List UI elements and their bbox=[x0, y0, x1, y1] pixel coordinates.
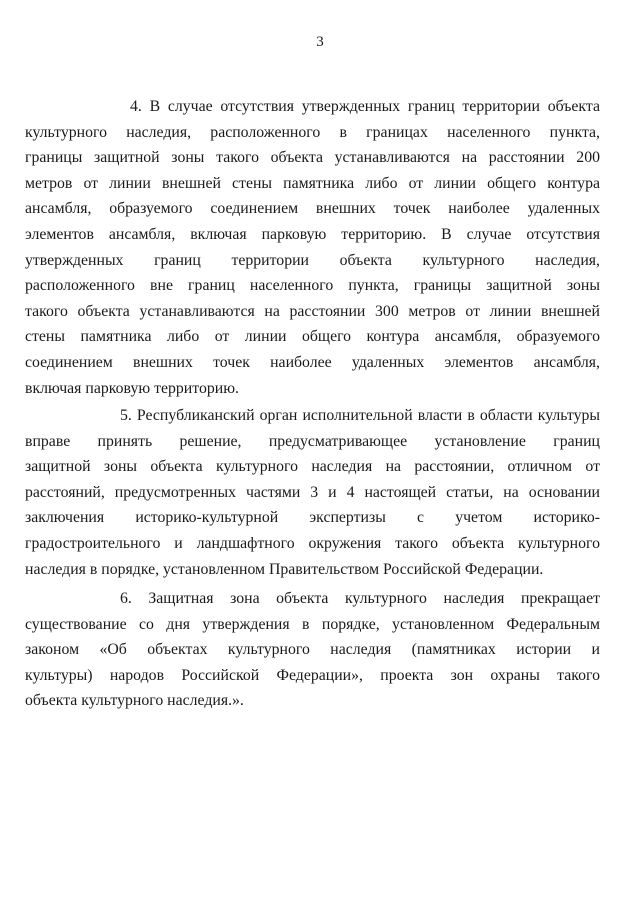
text-line: культуры) народов Российской Федерации», проекта зон охраны такого bbox=[25, 666, 600, 684]
paragraph-4 bbox=[25, 94, 600, 401]
text-line: заключения историко-культурной экспертизы с учетом историко- bbox=[25, 509, 600, 527]
text-line: защитной зоны объекта культурного наследия на расстоянии, отличном от bbox=[25, 458, 600, 476]
text-line: вправе принять решение, предусматривающее установление границ bbox=[25, 432, 600, 450]
text-line: законом «Об объектах культурного наследия (памятниках истории и bbox=[25, 641, 600, 659]
text-line: 6. Защитная зона объекта культурного наследия прекращает bbox=[120, 590, 600, 607]
text-line: культурного наследия, расположенного в границах населенного пункта, bbox=[25, 123, 600, 141]
text-line: существование со дня утверждения в порядке, установленном Федеральным bbox=[25, 615, 600, 633]
text-line: расположенного вне границ населенного пункта, границы защитной зоны bbox=[25, 277, 600, 295]
paragraph-6 bbox=[25, 586, 600, 714]
text-line: границы защитной зоны такого объекта устанавливаются на расстоянии 200 bbox=[25, 149, 600, 167]
paragraph-5 bbox=[25, 403, 600, 582]
text-line: соединением внешних точек наиболее удаленных элементов ансамбля, bbox=[25, 353, 600, 371]
text-line: 5. Республиканский орган исполнительной власти в области культуры bbox=[120, 407, 600, 424]
text-line: градостроительного и ландшафтного окружения такого объекта культурного bbox=[25, 534, 600, 552]
text-line: метров от линии внешней стены памятника либо от линии общего контура bbox=[25, 174, 600, 192]
text-line: наследия в порядке, установленном Правительством Российской Федерации. bbox=[25, 560, 544, 578]
text-line: такого объекта устанавливаются на расстоянии 300 метров от линии внешней bbox=[25, 302, 600, 320]
text-line: элементов ансамбля, включая парковую территорию. В случае отсутствия bbox=[25, 225, 600, 243]
text-line: стены памятника либо от линии общего контура ансамбля, образуемого bbox=[25, 328, 600, 346]
text-line: 4. В случае отсутствия утвержденных границ территории объекта bbox=[130, 98, 600, 115]
page-number: 3 bbox=[316, 34, 324, 50]
text-line: включая парковую территорию. bbox=[25, 379, 239, 397]
text-line: объекта культурного наследия.». bbox=[25, 692, 244, 710]
text-line: расстояний, предусмотренных частями 3 и 4 настоящей статьи, на основании bbox=[25, 483, 600, 501]
text-line: ансамбля, образуемого соединением внешних точек наиболее удаленных bbox=[25, 200, 600, 218]
text-line: утвержденных границ территории объекта культурного наследия, bbox=[25, 251, 600, 269]
